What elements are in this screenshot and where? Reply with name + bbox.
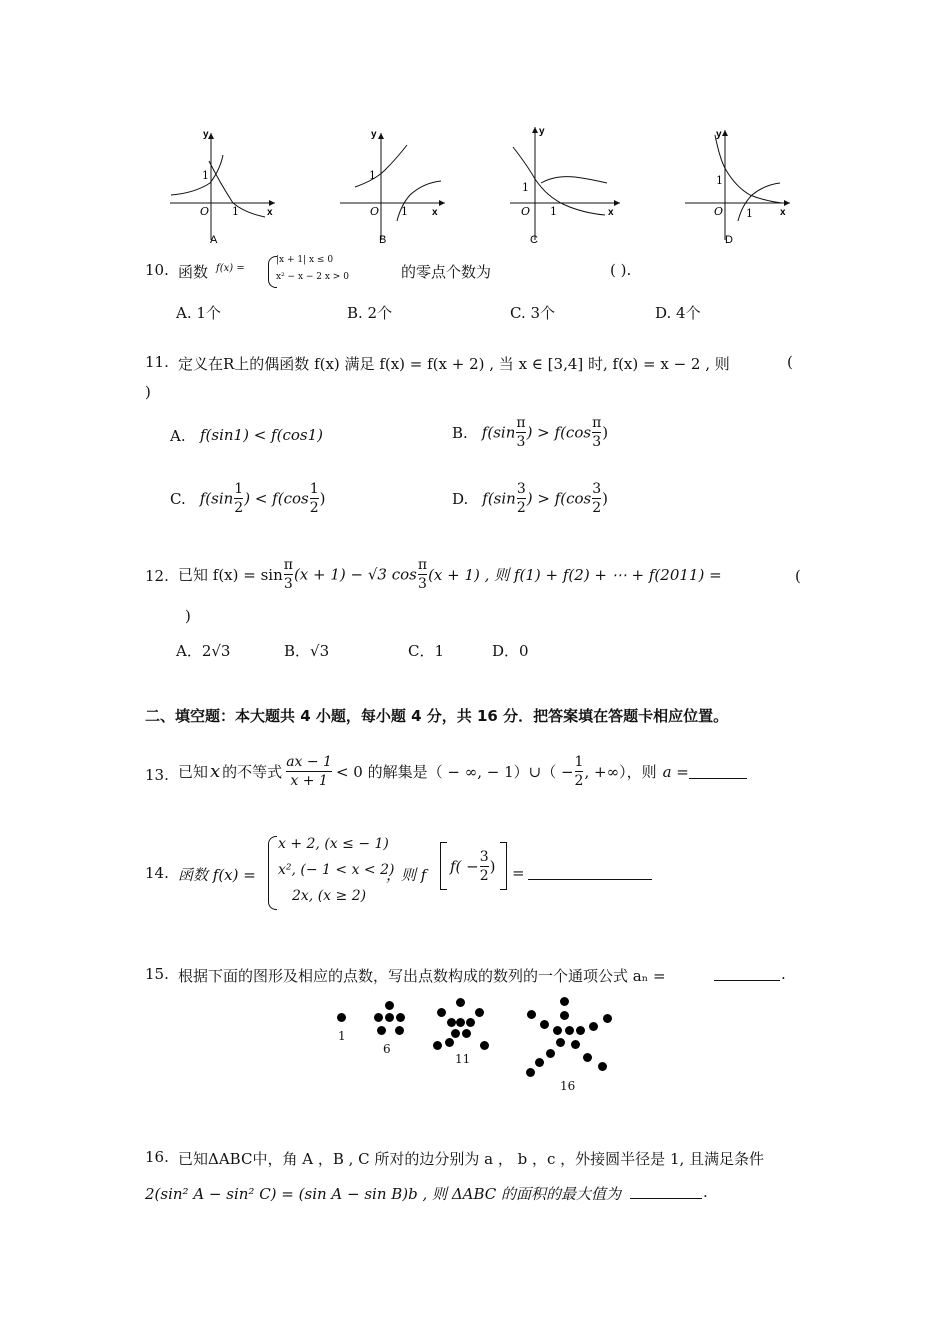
q15-label-11: 11 bbox=[455, 1052, 471, 1066]
q13-half: $\frac{1}{2}$ bbox=[574, 754, 584, 789]
graph-a-x-label: x bbox=[267, 207, 273, 218]
graph-b-x-label: x bbox=[432, 207, 438, 218]
q15-dot bbox=[576, 1026, 585, 1035]
q11-option-c-mid: ) < f(cos bbox=[244, 489, 309, 508]
q14-inner bbox=[450, 848, 496, 885]
q14-after: ，则 f bbox=[386, 866, 427, 884]
q15-dot bbox=[480, 1041, 489, 1050]
q15-dot bbox=[565, 1026, 574, 1035]
q15-dot bbox=[556, 1038, 565, 1047]
graph-d bbox=[680, 125, 795, 250]
q15-dot bbox=[395, 1026, 404, 1035]
q14-bracket-left bbox=[440, 842, 447, 890]
q15-dot bbox=[553, 1026, 562, 1035]
q11-option-b-frac2: $\frac{\pi}{3}$ bbox=[592, 415, 602, 450]
q10-answer-paren: ( ). bbox=[610, 261, 632, 279]
q11-stem: 定义在R上的偶函数 f(x) 满足 f(x) = f(x + 2) , 当 x ∈ [3,4] 时, f(x) = x − 2 , 则 bbox=[178, 355, 730, 373]
q14-inner-frac: $\frac{3}{2}$ bbox=[479, 849, 489, 884]
q12-frac-2: $\frac{\pi}{3}$ bbox=[417, 557, 428, 592]
q13-fraction: $\frac{ax - 1}{x + 1}$ bbox=[286, 754, 332, 789]
q11-option-c-frac2: $\frac{1}{2}$ bbox=[309, 481, 319, 516]
q14-inner-end: ) bbox=[489, 857, 496, 876]
q15-dot bbox=[374, 1013, 383, 1022]
graph-a bbox=[165, 125, 280, 250]
graph-a-one-x: 1 bbox=[232, 205, 239, 218]
q11-option-d-label: D. bbox=[452, 489, 469, 508]
q13-x: x bbox=[210, 761, 221, 782]
q12-option-a: A．2√3 bbox=[176, 642, 231, 660]
q11-option-d-frac2: $\frac{3}{2}$ bbox=[592, 481, 602, 516]
q11-number: 11. bbox=[145, 353, 169, 371]
q15-dot bbox=[546, 1049, 555, 1058]
graph-c-one-x: 1 bbox=[550, 205, 557, 218]
graph-a-origin: O bbox=[200, 205, 210, 218]
q11-option-b-frac1: $\frac{\pi}{3}$ bbox=[516, 415, 526, 450]
q14-inner-f: f( − bbox=[450, 857, 479, 876]
q15-dot bbox=[603, 1014, 612, 1023]
q16-number: 16. bbox=[145, 1148, 169, 1166]
q11-option-b bbox=[452, 414, 608, 451]
graph-d-one-x: 1 bbox=[746, 207, 753, 220]
q13-answer-blank[interactable] bbox=[689, 764, 747, 779]
q10-option-a: A. 1个 bbox=[176, 304, 221, 322]
q11-option-c-label: C. bbox=[170, 489, 186, 508]
q12-stem-post: (x + 1) , 则 f(1) + f(2) + ⋯ + f(2011) = bbox=[428, 566, 722, 584]
q10-function-name: f(x) = bbox=[216, 263, 245, 274]
q15-dot bbox=[527, 1010, 536, 1019]
graph-a-letter: A bbox=[210, 234, 218, 246]
q14-case-3: 2x, (x ≥ 2) bbox=[292, 888, 367, 904]
q11-option-b-mid: ) > f(cos bbox=[526, 423, 592, 442]
q15-dot bbox=[598, 1062, 607, 1071]
q14-answer-blank[interactable] bbox=[528, 864, 652, 880]
q15-dot bbox=[535, 1058, 544, 1067]
q11-option-d bbox=[452, 480, 608, 517]
graph-b-origin: O bbox=[370, 205, 380, 218]
q11-option-d-mid: ) > f(cos bbox=[526, 489, 592, 508]
q14-case-2: x², (− 1 < x < 2) bbox=[278, 862, 395, 878]
q16-answer-blank[interactable] bbox=[630, 1183, 702, 1199]
q12-stem bbox=[178, 556, 722, 593]
q11-option-b-f1: f(sin bbox=[481, 423, 516, 442]
q10-stem-pre: 函数 bbox=[178, 263, 209, 281]
q11-option-c-end: ) bbox=[319, 489, 326, 508]
q13-number: 13. bbox=[145, 766, 169, 784]
q15-end: . bbox=[781, 965, 786, 983]
q11-option-d-end: ) bbox=[602, 489, 609, 508]
q15-dot bbox=[560, 997, 569, 1006]
q11-paren-close: ) bbox=[145, 383, 151, 401]
q12-option-c: C．1 bbox=[408, 642, 445, 660]
q13-stem bbox=[178, 753, 747, 790]
q11-paren-open: ( bbox=[787, 353, 793, 371]
q15-dot bbox=[475, 1008, 484, 1017]
q11-option-c-f1: f(sin bbox=[199, 489, 234, 508]
q14-eq: = bbox=[512, 864, 525, 882]
q10-number: 10. bbox=[145, 261, 169, 279]
graph-b-one-x: 1 bbox=[401, 205, 408, 218]
q12-stem-mid: (x + 1) − √3 cos bbox=[293, 565, 417, 584]
graph-c-origin: O bbox=[521, 205, 531, 218]
q15-dot bbox=[451, 1029, 460, 1038]
q13-tail: , +∞），则 bbox=[584, 763, 657, 781]
graph-d-letter: D bbox=[725, 234, 733, 246]
q11-option-c bbox=[170, 480, 325, 517]
graph-c bbox=[505, 125, 625, 250]
q15-label-1: 1 bbox=[338, 1029, 346, 1043]
q11-option-b-end: ) bbox=[602, 423, 609, 442]
q16-line-1: 已知ΔABC中，角 A ，B , C 所对的边分别为 a ， b ，c ，外接圆半径是 1, 且满足条件 bbox=[178, 1150, 765, 1168]
graph-a-one-y: 1 bbox=[202, 169, 209, 182]
q15-dot bbox=[447, 1018, 456, 1027]
q13-a-eq: a = bbox=[662, 762, 689, 781]
q15-dot bbox=[396, 1013, 405, 1022]
graph-b-y-label: y bbox=[371, 129, 377, 140]
graph-c-letter: C bbox=[530, 234, 538, 246]
q14-bracket-right bbox=[500, 842, 507, 890]
q14-piecewise-brace bbox=[268, 836, 277, 910]
q15-dot bbox=[337, 1013, 346, 1022]
q14-number: 14. bbox=[145, 864, 169, 882]
q15-dot bbox=[571, 1040, 580, 1049]
q13-ineq: < 0 的解集是（ − ∞, − 1）∪（ − bbox=[335, 763, 574, 781]
q16-line-2: 2(sin² A − sin² C) = (sin A − sin B)b , 则 ΔABC 的面积的最大值为 bbox=[145, 1185, 622, 1203]
q15-dot bbox=[377, 1026, 386, 1035]
q15-stem: 根据下面的图形及相应的点数，写出点数构成的数列的一个通项公式 aₙ = bbox=[178, 967, 666, 985]
q11-option-a-label: A. bbox=[170, 427, 186, 445]
graph-c-x-label: x bbox=[608, 207, 614, 218]
q13-mid: 的不等式 bbox=[222, 763, 283, 781]
q15-dot bbox=[589, 1022, 598, 1031]
graph-c-one-y: 1 bbox=[522, 181, 529, 194]
q10-case-2: x² − x − 2 x > 0 bbox=[276, 272, 349, 282]
graph-b bbox=[335, 125, 450, 250]
q12-paren-open: ( bbox=[795, 567, 801, 585]
q11-option-b-label: B. bbox=[452, 423, 468, 442]
q15-dot bbox=[437, 1008, 446, 1017]
q14-case-1: x + 2, (x ≤ − 1) bbox=[278, 836, 389, 852]
q14-pre: 函数 f(x) = bbox=[178, 866, 256, 884]
graph-d-one-y: 1 bbox=[716, 174, 723, 187]
q10-stem-post: 的零点个数为 bbox=[401, 263, 492, 281]
q15-dot bbox=[540, 1020, 549, 1029]
q15-answer-blank[interactable] bbox=[714, 965, 780, 981]
q11-option-c-frac1: $\frac{1}{2}$ bbox=[234, 481, 244, 516]
q15-dot bbox=[583, 1053, 592, 1062]
q12-number: 12. bbox=[145, 567, 169, 585]
q15-number: 15. bbox=[145, 965, 169, 983]
graph-c-y-label: y bbox=[539, 126, 545, 137]
graph-d-origin: O bbox=[714, 205, 724, 218]
q10-option-d: D. 4个 bbox=[655, 304, 701, 322]
q15-dot bbox=[385, 1001, 394, 1010]
q15-dot bbox=[445, 1038, 454, 1047]
graph-d-y-label: y bbox=[716, 129, 722, 140]
q12-option-b: B．√3 bbox=[284, 642, 330, 660]
q15-dot bbox=[526, 1068, 535, 1077]
q15-dot bbox=[466, 1018, 475, 1027]
q15-label-16: 16 bbox=[560, 1079, 576, 1093]
graph-b-letter: B bbox=[379, 234, 387, 246]
q12-option-d: D．0 bbox=[492, 642, 529, 660]
q12-frac-1: $\frac{\pi}{3}$ bbox=[283, 557, 293, 592]
q15-label-6: 6 bbox=[383, 1042, 391, 1056]
section-2-heading: 二、填空题：本大题共 4 小题，每小题 4 分，共 16 分．把答案填在答题卡相应位置。 bbox=[145, 707, 729, 725]
q15-dot bbox=[560, 1011, 569, 1020]
q13-pre: 已知 bbox=[178, 763, 209, 781]
q11-option-d-frac1: $\frac{3}{2}$ bbox=[516, 481, 526, 516]
q10-option-c: C. 3个 bbox=[510, 304, 556, 322]
q16-end: . bbox=[703, 1183, 708, 1201]
q12-paren-close: ) bbox=[185, 607, 191, 625]
q10-case-1: |x + 1| x ≤ 0 bbox=[276, 255, 334, 265]
q15-dot bbox=[433, 1041, 442, 1050]
q10-option-b: B. 2个 bbox=[347, 304, 393, 322]
q15-dot bbox=[456, 1018, 465, 1027]
q15-dot bbox=[385, 1013, 394, 1022]
q11-option-a-expr: f(sin1) < f(cos1) bbox=[200, 426, 323, 444]
graph-d-x-label: x bbox=[780, 207, 786, 218]
graph-a-y-label: y bbox=[203, 129, 209, 140]
graph-b-one-y: 1 bbox=[369, 169, 376, 182]
q12-stem-pre: 已知 f(x) = sin bbox=[178, 566, 283, 584]
q15-dot bbox=[456, 998, 465, 1007]
q11-option-d-f1: f(sin bbox=[482, 489, 516, 508]
q15-dot bbox=[462, 1029, 471, 1038]
